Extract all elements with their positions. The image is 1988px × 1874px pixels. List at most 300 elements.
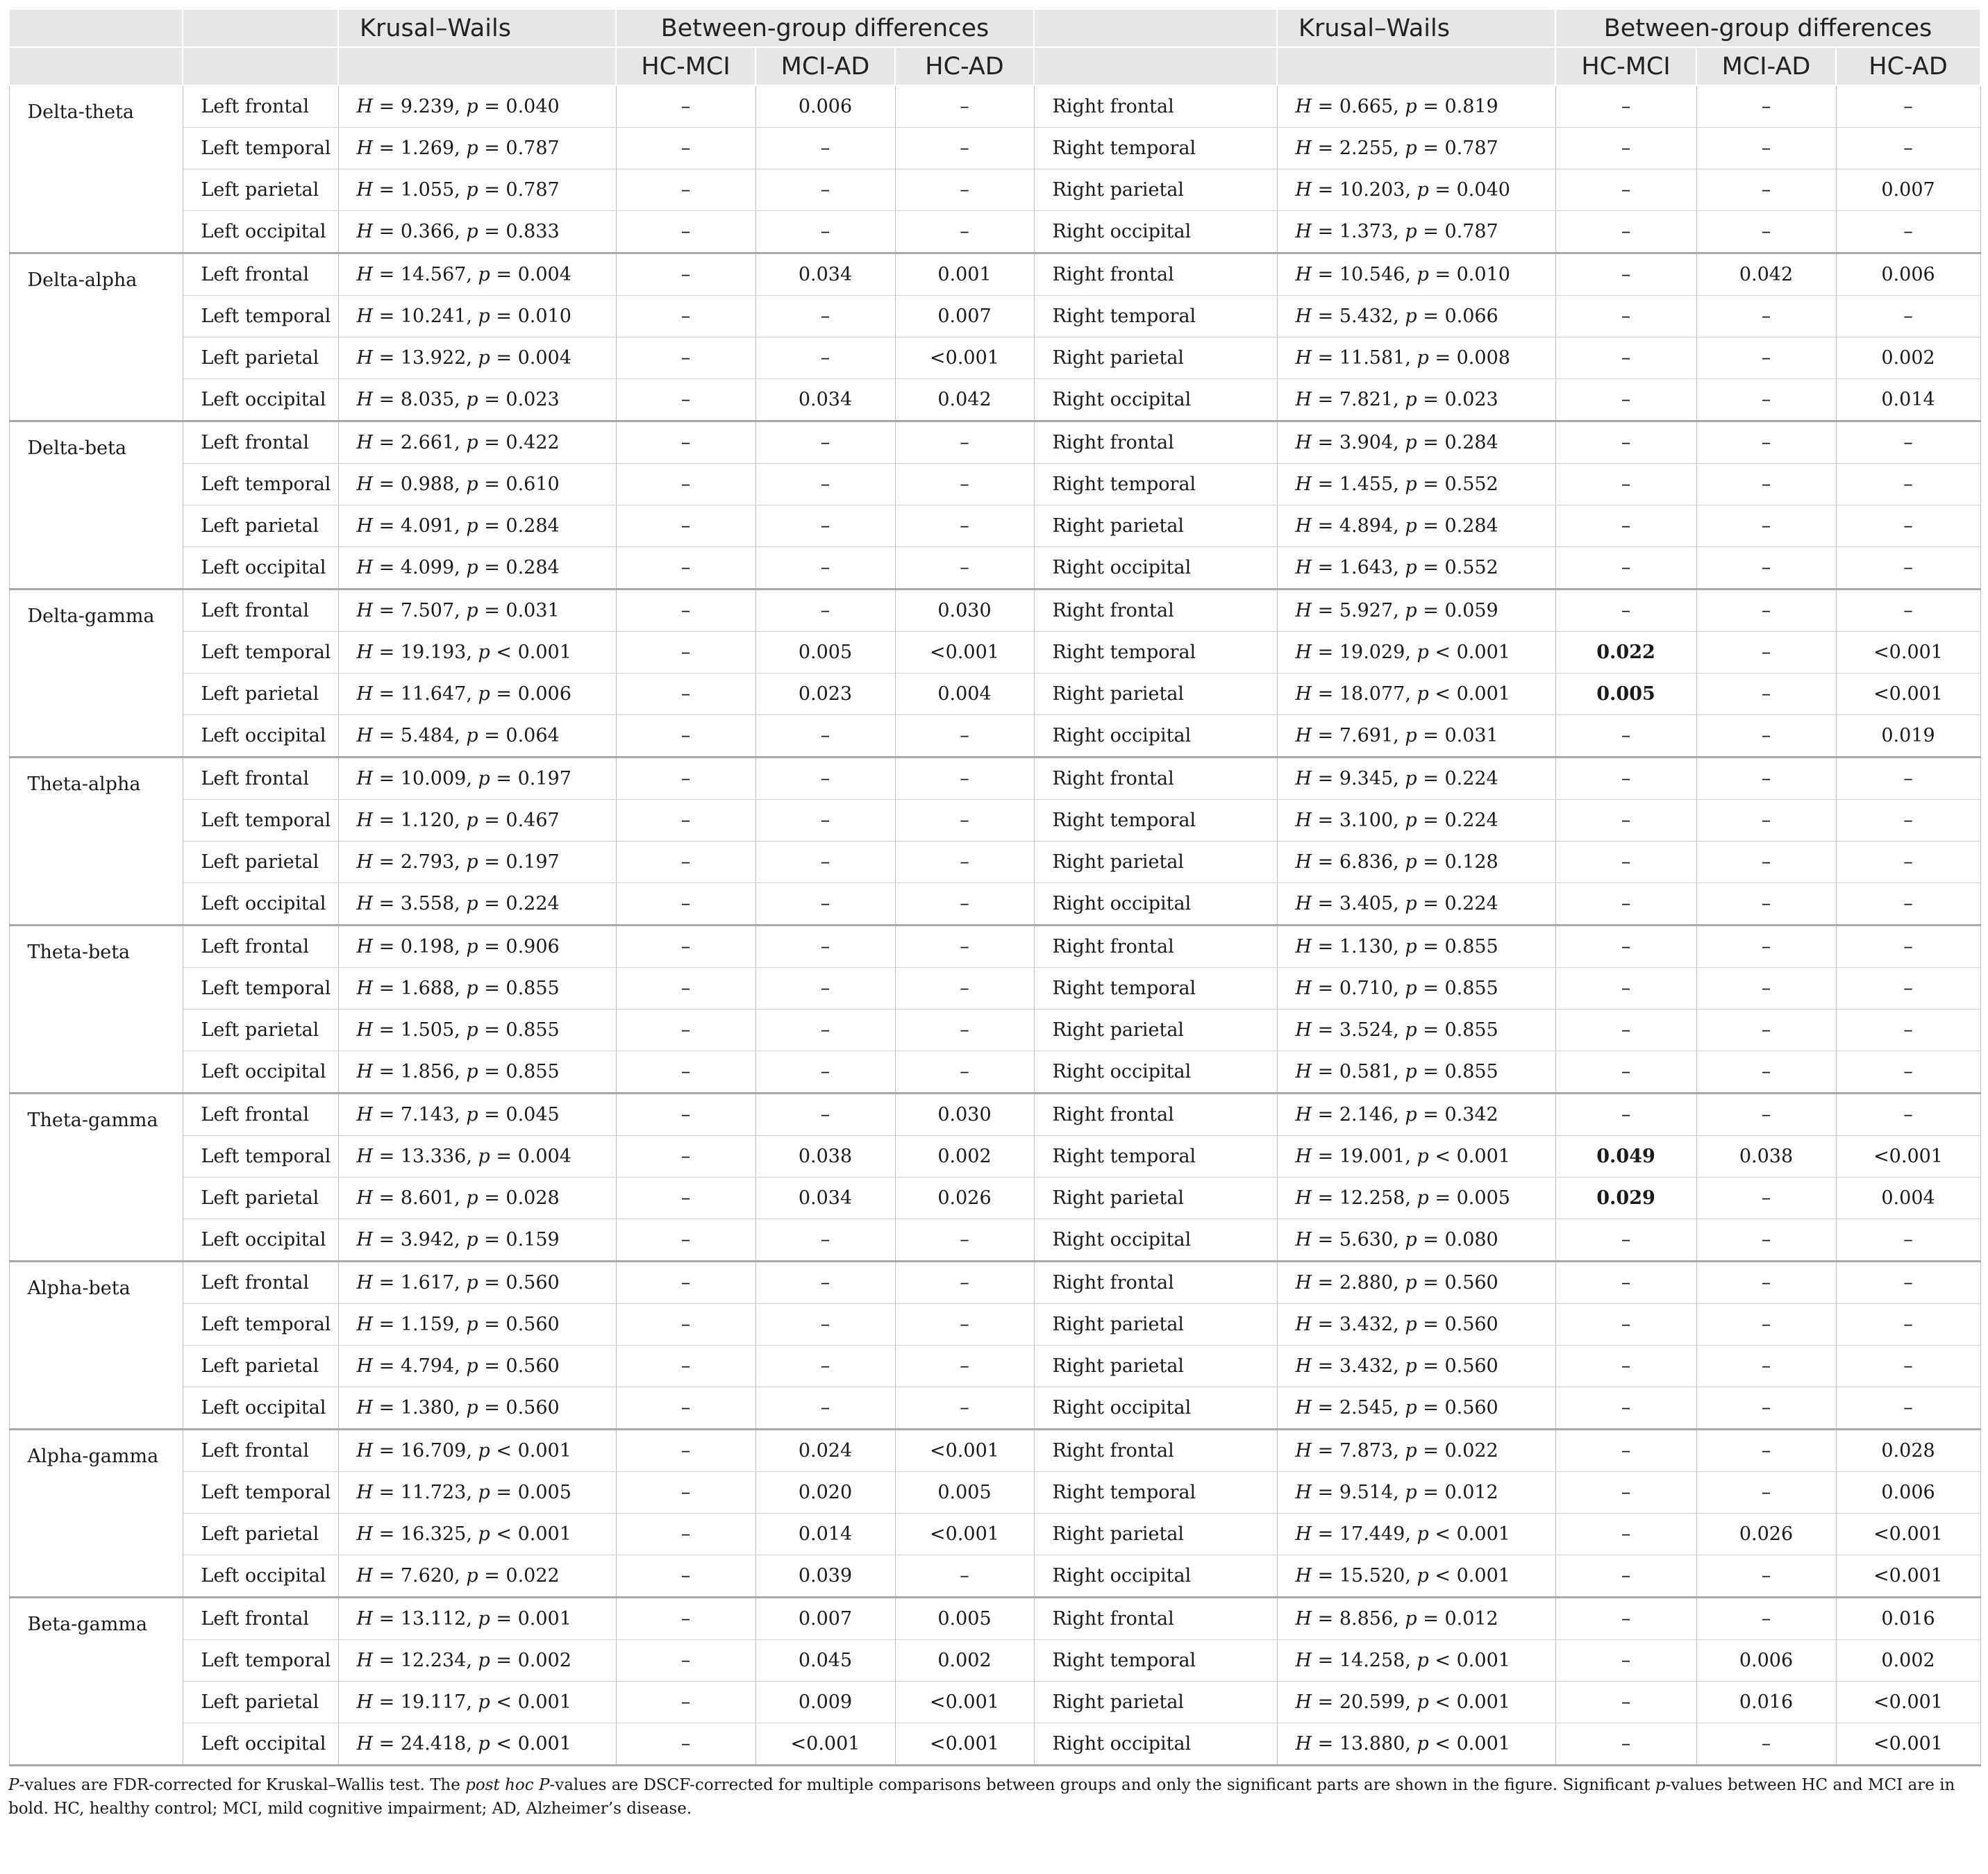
h-statistic-value: 1.856: [400, 1061, 455, 1082]
h-statistic-value: 13.336: [400, 1146, 467, 1167]
left-hc-ad-cell: –: [895, 547, 1034, 589]
p-value-operator: =: [484, 1314, 500, 1335]
left-region-cell: Left parietal: [183, 674, 338, 715]
h-statistic-value: 24.418: [400, 1733, 467, 1755]
left-hc-mci-cell: –: [616, 1555, 755, 1598]
left-kruskal-cell: H = 5.484, p = 0.064: [338, 715, 616, 758]
left-region-cell: Left temporal: [183, 1472, 338, 1514]
p-value: 0.006: [517, 683, 571, 705]
p-value: 0.008: [1456, 347, 1510, 369]
p-value-symbol: p: [1417, 1650, 1429, 1671]
right-hc-mci-cell: –: [1555, 421, 1696, 464]
left-mci-ad-cell: –: [755, 968, 895, 1010]
right-kruskal-cell: H = 0.665, p = 0.819: [1277, 85, 1555, 128]
h-statistic-value: 3.942: [400, 1229, 455, 1250]
right-kruskal-cell: H = 9.514, p = 0.012: [1277, 1472, 1555, 1514]
left-region-cell: Left temporal: [183, 296, 338, 337]
p-value-symbol: p: [1405, 1272, 1417, 1294]
right-mci-ad-cell: –: [1696, 715, 1836, 758]
left-mci-ad-cell: –: [755, 589, 895, 632]
results-table: [8, 8, 1981, 1766]
left-hc-mci-cell: –: [616, 1304, 755, 1346]
h-statistic-value: 1.380: [400, 1397, 455, 1419]
p-value: 0.066: [1444, 306, 1498, 327]
right-kruskal-cell: H = 2.255, p = 0.787: [1277, 128, 1555, 169]
right-region-cell: Right temporal: [1034, 632, 1277, 674]
header-blank: [9, 47, 183, 85]
h-statistic-value: 1.159: [400, 1314, 455, 1335]
left-hc-mci-cell: –: [616, 253, 755, 296]
table-row: [9, 1178, 1980, 1219]
left-hc-mci-cell: –: [616, 589, 755, 632]
left-hc-ad-cell: 0.026: [895, 1178, 1034, 1219]
left-region-cell: Left occipital: [183, 211, 338, 253]
h-statistic-value: 9.514: [1339, 1482, 1394, 1503]
left-region-cell: Left temporal: [183, 464, 338, 505]
p-value-symbol: p: [1405, 557, 1417, 578]
p-value-operator: =: [1423, 978, 1439, 999]
left-hc-mci-cell: –: [616, 926, 755, 968]
left-kruskal-cell: H = 13.112, p = 0.001: [338, 1598, 616, 1640]
footnote-text-3: -values between HC and MCI are in bold. HC, healthy control; MCI, mild cognitive impairment; AD, Alzheimer’s disease.: [8, 1776, 1955, 1818]
header-mci-ad-right: MCI-AD: [1696, 47, 1836, 85]
p-value: 0.001: [1456, 1650, 1510, 1671]
h-statistic-value: 16.325: [400, 1523, 467, 1545]
p-value-operator: =: [484, 851, 500, 873]
h-statistic-symbol: H: [1295, 306, 1312, 327]
h-statistic-value: 1.373: [1339, 221, 1394, 242]
h-statistic-symbol: H: [1295, 642, 1312, 663]
h-statistic-symbol: H: [1295, 347, 1312, 369]
right-kruskal-cell: H = 1.130, p = 0.855: [1277, 926, 1555, 968]
left-region-cell: Left frontal: [183, 1598, 338, 1640]
h-statistic-symbol: H: [356, 1650, 374, 1671]
left-kruskal-cell: H = 1.688, p = 0.855: [338, 968, 616, 1010]
left-hc-mci-cell: –: [616, 1346, 755, 1387]
header-krusal-right: Krusal–Wails: [1277, 9, 1555, 47]
right-hc-mci-cell: –: [1555, 1262, 1696, 1304]
h-statistic-symbol: H: [1295, 893, 1312, 914]
right-mci-ad-cell: –: [1696, 758, 1836, 800]
h-statistic-symbol: H: [356, 1440, 374, 1462]
left-kruskal-cell: H = 7.507, p = 0.031: [338, 589, 616, 632]
h-statistic-symbol: H: [1295, 810, 1312, 831]
left-hc-ad-cell: –: [895, 1051, 1034, 1094]
p-value-symbol: p: [478, 1608, 490, 1630]
p-value: 0.040: [506, 96, 560, 117]
h-statistic-value: 10.241: [400, 306, 467, 327]
p-value: 0.001: [1456, 1691, 1510, 1713]
table-row: [9, 296, 1980, 337]
h-statistic-symbol: H: [356, 1565, 374, 1587]
right-hc-ad-cell: 0.006: [1836, 253, 1980, 296]
left-hc-ad-cell: 0.002: [895, 1640, 1034, 1682]
left-hc-ad-cell: –: [895, 128, 1034, 169]
left-hc-ad-cell: <0.001: [895, 1430, 1034, 1472]
left-hc-ad-cell: 0.001: [895, 253, 1034, 296]
left-region-cell: Left parietal: [183, 337, 338, 379]
p-value-operator: =: [1423, 1272, 1439, 1294]
right-hc-ad-cell: <0.001: [1836, 1555, 1980, 1598]
left-region-cell: Left frontal: [183, 421, 338, 464]
header-row-1: [9, 9, 1980, 47]
right-mci-ad-cell: –: [1696, 337, 1836, 379]
left-kruskal-cell: H = 19.117, p < 0.001: [338, 1682, 616, 1723]
p-value-operator: =: [484, 137, 500, 159]
h-statistic-value: 7.620: [400, 1565, 455, 1587]
left-kruskal-cell: H = 10.241, p = 0.010: [338, 296, 616, 337]
h-statistic-symbol: H: [1295, 264, 1312, 285]
left-mci-ad-cell: –: [755, 715, 895, 758]
header-blank: [183, 9, 338, 47]
footnote-post-hoc: post hoc P: [465, 1776, 550, 1794]
right-hc-ad-cell: –: [1836, 1304, 1980, 1346]
p-value-symbol: p: [1405, 1482, 1417, 1503]
h-statistic-symbol: H: [356, 179, 374, 201]
left-mci-ad-cell: –: [755, 421, 895, 464]
h-statistic-value: 19.001: [1339, 1146, 1405, 1167]
p-value-symbol: p: [1405, 515, 1417, 537]
left-kruskal-cell: H = 4.091, p = 0.284: [338, 505, 616, 547]
right-mci-ad-cell: 0.016: [1696, 1682, 1836, 1723]
h-statistic-symbol: H: [1295, 1187, 1312, 1209]
p-value: 0.022: [506, 1565, 560, 1587]
right-mci-ad-cell: –: [1696, 1010, 1836, 1051]
p-value-symbol: p: [1405, 851, 1417, 873]
left-hc-ad-cell: –: [895, 169, 1034, 211]
left-hc-mci-cell: –: [616, 505, 755, 547]
table-row: [9, 1682, 1980, 1723]
table-row: [9, 1010, 1980, 1051]
left-hc-mci-cell: –: [616, 1598, 755, 1640]
left-mci-ad-cell: –: [755, 1010, 895, 1051]
h-statistic-value: 5.927: [1339, 600, 1394, 621]
left-hc-ad-cell: 0.002: [895, 1136, 1034, 1178]
p-value-symbol: p: [478, 1733, 490, 1755]
h-statistic-value: 7.507: [400, 600, 455, 621]
left-kruskal-cell: H = 3.558, p = 0.224: [338, 883, 616, 926]
left-region-cell: Left temporal: [183, 632, 338, 674]
p-value: 0.023: [1444, 389, 1498, 410]
p-value-operator: =: [1423, 893, 1439, 914]
right-region-cell: Right temporal: [1034, 800, 1277, 842]
left-hc-mci-cell: –: [616, 1178, 755, 1219]
p-value-operator: =: [1423, 1397, 1439, 1419]
left-region-cell: Left frontal: [183, 926, 338, 968]
h-statistic-value: 2.146: [1339, 1104, 1394, 1126]
h-statistic-symbol: H: [1295, 389, 1312, 410]
left-region-cell: Left occipital: [183, 1387, 338, 1430]
h-statistic-symbol: H: [1295, 221, 1312, 242]
p-value-operator: =: [484, 474, 500, 495]
left-kruskal-cell: H = 1.120, p = 0.467: [338, 800, 616, 842]
h-statistic-symbol: H: [356, 432, 374, 453]
right-hc-mci-cell: 0.005: [1555, 674, 1696, 715]
p-value-symbol: p: [1405, 96, 1417, 117]
p-value-operator: =: [496, 768, 512, 789]
h-statistic-value: 7.821: [1339, 389, 1394, 410]
p-value-symbol: p: [1417, 264, 1429, 285]
table-header: [9, 9, 1980, 85]
h-statistic-symbol: H: [356, 264, 374, 285]
h-statistic-value: 6.836: [1339, 851, 1394, 873]
p-value-operator: =: [484, 221, 500, 242]
header-between-left: Between-group differences: [616, 9, 1034, 47]
p-value: 0.855: [1444, 1019, 1498, 1041]
left-hc-ad-cell: 0.007: [895, 296, 1034, 337]
h-statistic-value: 19.029: [1339, 642, 1405, 663]
h-statistic-value: 3.558: [400, 893, 455, 914]
left-hc-ad-cell: <0.001: [895, 337, 1034, 379]
right-region-cell: Right parietal: [1034, 1514, 1277, 1555]
h-statistic-symbol: H: [1295, 851, 1312, 873]
h-statistic-symbol: H: [1295, 1608, 1312, 1630]
right-region-cell: Right parietal: [1034, 337, 1277, 379]
p-value: 0.422: [506, 432, 560, 453]
p-value: 0.023: [506, 389, 560, 410]
right-hc-ad-cell: <0.001: [1836, 1723, 1980, 1766]
table-row: [9, 589, 1980, 632]
left-mci-ad-cell: 0.014: [755, 1514, 895, 1555]
left-hc-mci-cell: –: [616, 379, 755, 421]
p-value-symbol: p: [466, 1229, 478, 1250]
h-statistic-value: 8.856: [1339, 1608, 1394, 1630]
h-statistic-symbol: H: [1295, 1229, 1312, 1250]
p-value-symbol: p: [478, 1691, 490, 1713]
right-mci-ad-cell: –: [1696, 296, 1836, 337]
right-hc-ad-cell: –: [1836, 1219, 1980, 1262]
p-value-operator: <: [1435, 1523, 1451, 1545]
right-mci-ad-cell: 0.006: [1696, 1640, 1836, 1682]
right-mci-ad-cell: –: [1696, 589, 1836, 632]
left-hc-ad-cell: –: [895, 926, 1034, 968]
right-mci-ad-cell: –: [1696, 926, 1836, 968]
left-hc-mci-cell: –: [616, 85, 755, 128]
right-kruskal-cell: H = 18.077, p < 0.001: [1277, 674, 1555, 715]
p-value-operator: =: [1423, 557, 1439, 578]
right-mci-ad-cell: –: [1696, 1094, 1836, 1136]
p-value-symbol: p: [466, 1397, 478, 1419]
right-mci-ad-cell: –: [1696, 1430, 1836, 1472]
left-region-cell: Left parietal: [183, 1514, 338, 1555]
p-value: 0.284: [1444, 432, 1498, 453]
h-statistic-symbol: H: [1295, 557, 1312, 578]
left-hc-mci-cell: –: [616, 1010, 755, 1051]
right-hc-mci-cell: –: [1555, 211, 1696, 253]
p-value-operator: =: [1423, 1440, 1439, 1462]
right-kruskal-cell: H = 3.432, p = 0.560: [1277, 1304, 1555, 1346]
table-row: [9, 505, 1980, 547]
right-mci-ad-cell: –: [1696, 1472, 1836, 1514]
right-kruskal-cell: H = 9.345, p = 0.224: [1277, 758, 1555, 800]
h-statistic-value: 4.794: [400, 1355, 455, 1377]
right-region-cell: Right frontal: [1034, 85, 1277, 128]
h-statistic-symbol: H: [356, 474, 374, 495]
header-mci-ad-left: MCI-AD: [755, 47, 895, 85]
right-mci-ad-cell: –: [1696, 211, 1836, 253]
header-blank: [1034, 9, 1277, 47]
p-value-operator: =: [1423, 432, 1439, 453]
left-region-cell: Left frontal: [183, 1430, 338, 1472]
right-region-cell: Right frontal: [1034, 758, 1277, 800]
p-value: 0.342: [1444, 1104, 1498, 1126]
left-hc-ad-cell: –: [895, 85, 1034, 128]
p-value-symbol: p: [466, 1061, 478, 1082]
p-value: 0.004: [517, 264, 571, 285]
right-hc-ad-cell: –: [1836, 547, 1980, 589]
right-hc-mci-cell: –: [1555, 1219, 1696, 1262]
p-value-operator: =: [484, 557, 500, 578]
left-hc-mci-cell: –: [616, 337, 755, 379]
h-statistic-value: 1.120: [400, 810, 455, 831]
h-statistic-symbol: H: [1295, 1061, 1312, 1082]
right-region-cell: Right parietal: [1034, 1178, 1277, 1219]
right-region-cell: Right occipital: [1034, 715, 1277, 758]
h-statistic-value: 8.035: [400, 389, 455, 410]
right-mci-ad-cell: –: [1696, 1262, 1836, 1304]
left-region-cell: Left occipital: [183, 1051, 338, 1094]
right-hc-ad-cell: 0.028: [1836, 1430, 1980, 1472]
h-statistic-symbol: H: [1295, 1314, 1312, 1335]
right-kruskal-cell: H = 3.524, p = 0.855: [1277, 1010, 1555, 1051]
h-statistic-value: 7.143: [400, 1104, 455, 1126]
left-hc-ad-cell: –: [895, 1219, 1034, 1262]
p-value-operator: <: [1435, 1650, 1451, 1671]
p-value: 0.159: [506, 1229, 560, 1250]
left-hc-mci-cell: –: [616, 1723, 755, 1766]
left-kruskal-cell: H = 0.366, p = 0.833: [338, 211, 616, 253]
right-hc-ad-cell: <0.001: [1836, 1514, 1980, 1555]
p-value-operator: =: [1423, 1104, 1439, 1126]
right-hc-mci-cell: –: [1555, 85, 1696, 128]
left-hc-ad-cell: –: [895, 1555, 1034, 1598]
h-statistic-symbol: H: [356, 725, 374, 746]
left-hc-mci-cell: –: [616, 632, 755, 674]
p-value-operator: =: [484, 179, 500, 201]
p-value-symbol: p: [478, 642, 490, 663]
h-statistic-symbol: H: [356, 96, 374, 117]
left-hc-mci-cell: –: [616, 800, 755, 842]
left-mci-ad-cell: –: [755, 128, 895, 169]
right-kruskal-cell: H = 2.545, p = 0.560: [1277, 1387, 1555, 1430]
table-row: [9, 253, 1980, 296]
right-hc-mci-cell: –: [1555, 253, 1696, 296]
p-value-operator: <: [1435, 683, 1451, 705]
left-hc-mci-cell: –: [616, 674, 755, 715]
right-hc-ad-cell: 0.002: [1836, 1640, 1980, 1682]
left-kruskal-cell: H = 1.380, p = 0.560: [338, 1387, 616, 1430]
p-value: 0.467: [506, 810, 560, 831]
p-value: 0.787: [506, 137, 560, 159]
table-row: [9, 842, 1980, 883]
table-row: [9, 421, 1980, 464]
right-kruskal-cell: H = 4.894, p = 0.284: [1277, 505, 1555, 547]
h-statistic-symbol: H: [356, 600, 374, 621]
p-value-symbol: p: [1417, 642, 1429, 663]
p-value-symbol: p: [478, 683, 490, 705]
h-statistic-value: 0.710: [1339, 978, 1394, 999]
p-value-operator: =: [1423, 851, 1439, 873]
right-region-cell: Right temporal: [1034, 1640, 1277, 1682]
p-value: 0.787: [1444, 137, 1498, 159]
p-value: 0.855: [506, 1061, 560, 1082]
right-hc-mci-cell: –: [1555, 1010, 1696, 1051]
p-value-symbol: p: [1417, 179, 1429, 201]
right-hc-mci-cell: –: [1555, 1514, 1696, 1555]
p-value-operator: =: [496, 1608, 512, 1630]
p-value-symbol: p: [1405, 1608, 1417, 1630]
h-statistic-symbol: H: [1295, 1355, 1312, 1377]
h-statistic-symbol: H: [1295, 137, 1312, 159]
left-region-cell: Left temporal: [183, 1304, 338, 1346]
left-kruskal-cell: H = 16.709, p < 0.001: [338, 1430, 616, 1472]
p-value: 0.855: [1444, 978, 1498, 999]
left-hc-ad-cell: 0.042: [895, 379, 1034, 421]
p-value: 0.560: [506, 1355, 560, 1377]
p-value-operator: =: [1423, 936, 1439, 957]
left-mci-ad-cell: –: [755, 1262, 895, 1304]
left-mci-ad-cell: 0.007: [755, 1598, 895, 1640]
footnote-text-1: -values are FDR-corrected for Kruskal–Wallis test. The: [19, 1776, 466, 1794]
right-mci-ad-cell: –: [1696, 1219, 1836, 1262]
p-value-symbol: p: [466, 96, 478, 117]
p-value-operator: =: [1423, 137, 1439, 159]
h-statistic-symbol: H: [1295, 936, 1312, 957]
p-value: 0.001: [517, 1523, 571, 1545]
p-value-symbol: p: [1405, 389, 1417, 410]
left-hc-mci-cell: –: [616, 1682, 755, 1723]
h-statistic-value: 0.198: [400, 936, 455, 957]
p-value-symbol: p: [466, 474, 478, 495]
band-pair-label: Alpha-gamma: [9, 1430, 183, 1598]
left-region-cell: Left frontal: [183, 253, 338, 296]
table-row: [9, 1598, 1980, 1640]
h-statistic-symbol: H: [356, 1019, 374, 1041]
left-region-cell: Left parietal: [183, 169, 338, 211]
left-kruskal-cell: H = 4.794, p = 0.560: [338, 1346, 616, 1387]
p-value-symbol: p: [466, 1104, 478, 1126]
p-value-symbol: p: [1405, 725, 1417, 746]
left-hc-ad-cell: <0.001: [895, 1682, 1034, 1723]
left-kruskal-cell: H = 1.856, p = 0.855: [338, 1051, 616, 1094]
h-statistic-symbol: H: [356, 1314, 374, 1335]
right-hc-ad-cell: <0.001: [1836, 674, 1980, 715]
left-hc-ad-cell: 0.005: [895, 1472, 1034, 1514]
right-region-cell: Right frontal: [1034, 1430, 1277, 1472]
h-statistic-symbol: H: [1295, 474, 1312, 495]
left-mci-ad-cell: 0.023: [755, 674, 895, 715]
right-region-cell: Right occipital: [1034, 1387, 1277, 1430]
right-hc-mci-cell: –: [1555, 169, 1696, 211]
left-kruskal-cell: H = 13.336, p = 0.004: [338, 1136, 616, 1178]
right-region-cell: Right occipital: [1034, 1723, 1277, 1766]
p-value-operator: =: [484, 725, 500, 746]
h-statistic-value: 3.904: [1339, 432, 1394, 453]
h-statistic-value: 5.630: [1339, 1229, 1394, 1250]
left-kruskal-cell: H = 10.009, p = 0.197: [338, 758, 616, 800]
p-value-symbol: p: [1405, 432, 1417, 453]
right-mci-ad-cell: –: [1696, 842, 1836, 883]
right-hc-ad-cell: –: [1836, 883, 1980, 926]
right-hc-ad-cell: <0.001: [1836, 632, 1980, 674]
p-value-symbol: p: [478, 306, 490, 327]
p-value: 0.819: [1444, 96, 1498, 117]
table-body: [9, 85, 1980, 1766]
right-region-cell: Right parietal: [1034, 1304, 1277, 1346]
p-value-symbol: p: [1417, 1523, 1429, 1545]
header-hc-ad-right: HC-AD: [1836, 47, 1980, 85]
h-statistic-symbol: H: [356, 221, 374, 242]
